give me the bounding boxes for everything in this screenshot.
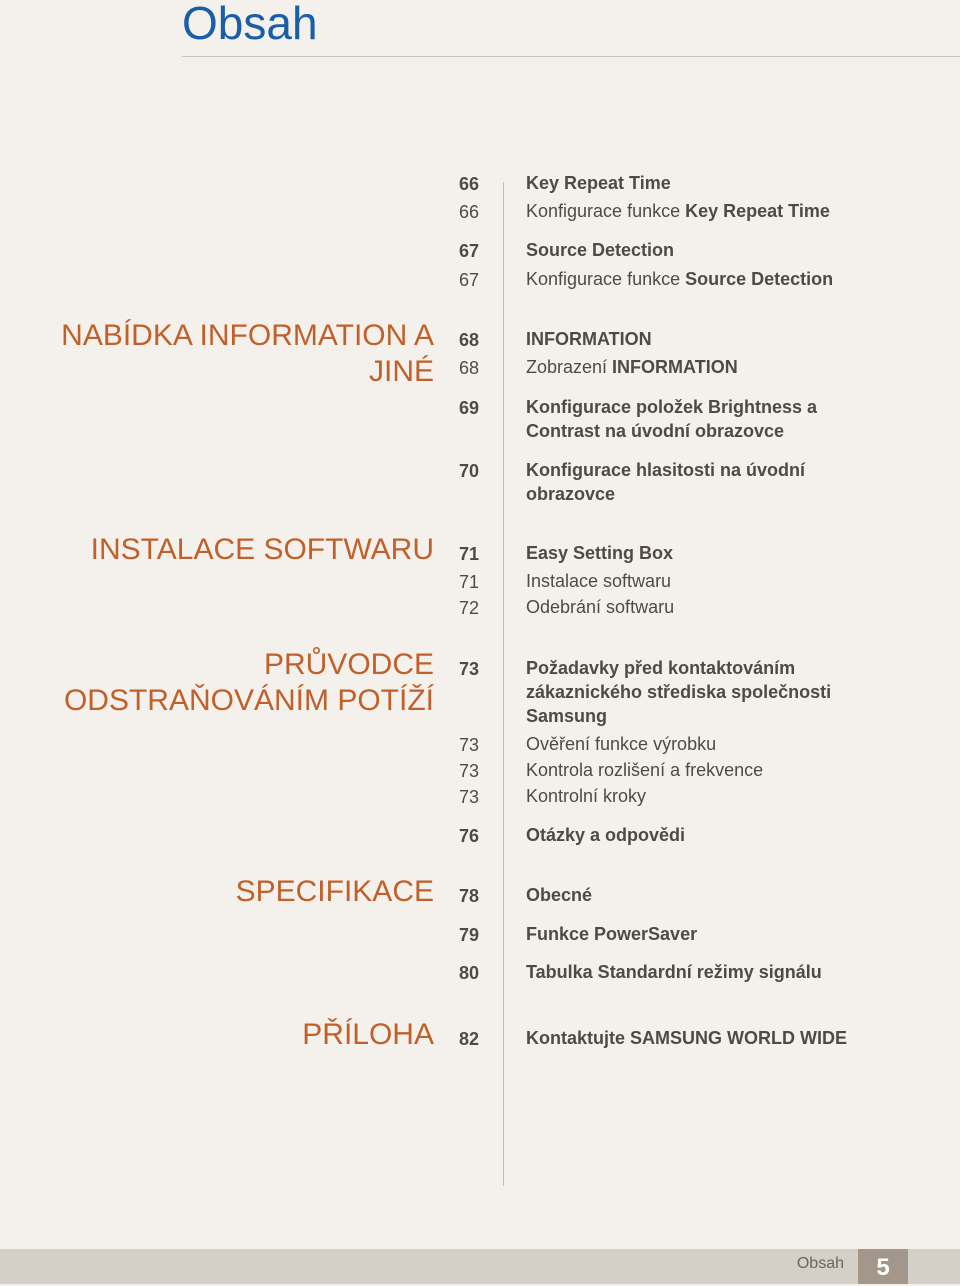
toc-entry-configure-source-detection[interactable] (526, 267, 946, 291)
toc-entry-emphasis: INFORMATION (612, 357, 738, 377)
toc-page-number: 80 (458, 963, 479, 983)
section-line: PRŮVODCE (263, 648, 434, 681)
section-appendix[interactable] (302, 1017, 434, 1053)
section-specifications[interactable] (236, 874, 434, 910)
footer-label: Obsah (796, 1255, 844, 1272)
page-title: Obsah (182, 0, 318, 49)
toc-entry-information[interactable]: INFORMATION (526, 329, 652, 349)
toc-entry-line: Konfigurace hlasitosti na úvodní (526, 460, 806, 480)
toc-entry-general[interactable]: Obecné (526, 885, 593, 905)
toc-page-number: 78 (458, 886, 479, 906)
toc-entry-check-steps[interactable]: Kontrolní kroky (526, 786, 647, 806)
page-number: 5 (858, 1249, 908, 1284)
toc-entry-contact-samsung[interactable]: Kontaktujte SAMSUNG WORLD WIDE (526, 1028, 847, 1048)
toc-page-number: 66 (458, 202, 479, 222)
toc-entry-powersaver[interactable]: Funkce PowerSaver (526, 924, 698, 944)
toc-page-number: 68 (458, 358, 479, 378)
toc-entry-before-contacting[interactable] (526, 656, 946, 728)
toc-entry-line: zákaznického střediska společnosti (526, 682, 832, 702)
toc-entry-brightness-contrast[interactable] (526, 395, 946, 443)
toc-page-number: 73 (458, 735, 479, 755)
toc-entry-easy-setting-box[interactable]: Easy Setting Box (526, 543, 674, 563)
toc-page-number: 79 (458, 925, 479, 945)
toc-entry-key-repeat-time[interactable]: Key Repeat Time (526, 173, 671, 193)
toc-entry-line: Konfigurace položek Brightness a (526, 397, 818, 417)
toc-page-number: 70 (458, 461, 479, 481)
toc-entry-configure-key-repeat[interactable] (526, 199, 946, 223)
section-troubleshooting[interactable] (64, 647, 434, 719)
section-line: NABÍDKA INFORMATION A (61, 319, 434, 352)
toc-page-number: 73 (458, 659, 479, 679)
toc-entry-line: Požadavky před kontaktováním (526, 658, 796, 678)
toc-page-number: 66 (458, 174, 479, 194)
section-line: INSTALACE SOFTWARU (90, 533, 434, 566)
toc-page-number: 71 (458, 544, 479, 564)
section-line: PŘÍLOHA (302, 1018, 434, 1051)
toc-entry-signal-modes[interactable]: Tabulka Standardní režimy signálu (526, 962, 822, 982)
section-software[interactable] (91, 532, 434, 568)
toc-page-number: 67 (458, 241, 479, 261)
toc-entry-emphasis: Source Detection (685, 269, 834, 289)
section-line: SPECIFIKACE (235, 875, 434, 908)
toc-entry-faq[interactable]: Otázky a odpovědi (526, 825, 686, 845)
toc-entry-volume[interactable] (526, 458, 946, 506)
section-line: JINÉ (368, 355, 434, 388)
toc-entry-prefix: Konfigurace funkce (526, 269, 686, 289)
toc-page-number: 82 (458, 1029, 479, 1049)
toc-entry-emphasis: Key Repeat Time (685, 201, 830, 221)
toc-entry-line: obrazovce (526, 484, 616, 504)
toc-page-number: 68 (458, 330, 479, 350)
toc-page-number: 72 (458, 598, 479, 618)
toc-entry-source-detection[interactable]: Source Detection (526, 240, 675, 260)
toc-page-number: 69 (458, 398, 479, 418)
toc-entry-remove-software[interactable]: Odebrání softwaru (526, 597, 675, 617)
toc-entry-check-product[interactable]: Ověření funkce výrobku (526, 734, 717, 754)
section-line: ODSTRAŇOVÁNÍM POTÍŽÍ (63, 684, 434, 717)
toc-page-number: 67 (458, 270, 479, 290)
section-information[interactable] (61, 318, 434, 390)
toc-entry-check-resolution[interactable]: Kontrola rozlišení a frekvence (526, 760, 764, 780)
toc-page-number: 73 (458, 761, 479, 781)
toc-page-number: 76 (458, 826, 479, 846)
toc-page-number: 71 (458, 572, 479, 592)
toc-entry-install-software[interactable]: Instalace softwaru (526, 571, 672, 591)
toc-page-number: 73 (458, 787, 479, 807)
toc-entry-prefix: Konfigurace funkce (526, 201, 686, 221)
toc-entry-line: Contrast na úvodní obrazovce (526, 421, 785, 441)
toc-entry-prefix: Zobrazení (526, 357, 613, 377)
title-divider (182, 56, 960, 57)
toc-entry-line: Samsung (526, 706, 608, 726)
column-divider (503, 182, 504, 1186)
toc-entry-show-information[interactable] (526, 355, 946, 379)
